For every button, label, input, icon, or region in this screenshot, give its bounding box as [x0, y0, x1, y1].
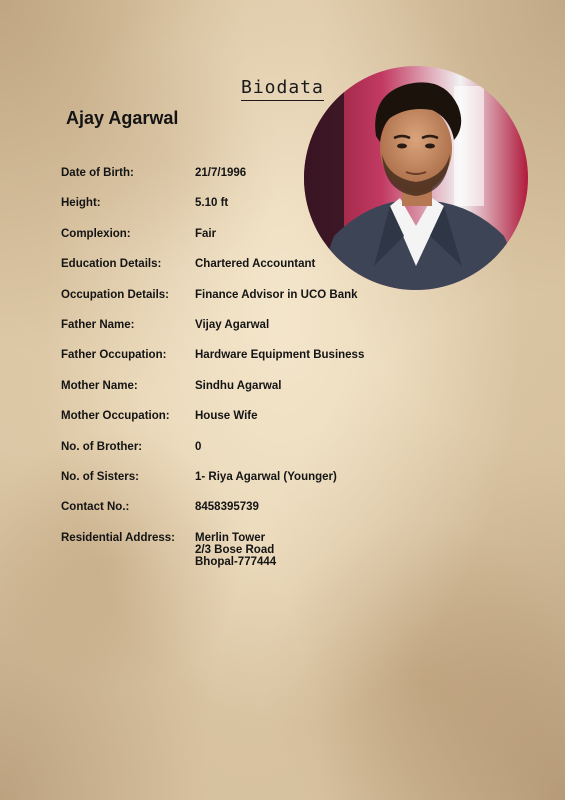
detail-row-education [61, 258, 501, 288]
detail-value: 1- Riya Agarwal (Younger) [195, 470, 337, 483]
detail-row-mother-occupation [61, 410, 501, 440]
address-line: Bhopal-777444 [195, 555, 277, 568]
detail-label: Father Name: [61, 318, 135, 331]
detail-label: Residential Address: [61, 531, 175, 544]
detail-value: House Wife [195, 410, 258, 423]
detail-label: Height: [61, 197, 101, 210]
detail-row-complexion [61, 228, 501, 258]
detail-row-father-name [61, 319, 501, 349]
detail-label: Occupation Details: [61, 288, 169, 301]
detail-value: 8458395739 [195, 501, 259, 514]
detail-row-contact [61, 501, 501, 531]
detail-row-height [61, 197, 501, 227]
detail-value: 5.10 ft [195, 197, 229, 210]
detail-label: Mother Occupation: [61, 410, 170, 423]
detail-label: Mother Name: [61, 379, 138, 392]
address-value [195, 532, 501, 568]
detail-label: Contact No.: [61, 501, 130, 514]
detail-value: Hardware Equipment Business [195, 349, 365, 362]
detail-label: No. of Sisters: [61, 470, 139, 483]
detail-value: Vijay Agarwal [195, 318, 270, 331]
detail-value: Sindhu Agarwal [195, 379, 282, 392]
document-title: Biodata [241, 77, 324, 101]
address-line: Merlin Tower [195, 531, 266, 544]
detail-label: Education Details: [61, 258, 162, 271]
detail-label: Complexion: [61, 227, 131, 240]
detail-value: 0 [195, 440, 202, 453]
person-name: Ajay Agarwal [66, 108, 179, 128]
detail-row-address [61, 531, 501, 568]
detail-value: Fair [195, 227, 217, 240]
detail-row-sisters [61, 471, 501, 501]
detail-row-occupation [61, 289, 501, 319]
detail-label: Date of Birth: [61, 167, 134, 179]
detail-value: 21/7/1996 [195, 167, 247, 179]
detail-row-date-of-birth [61, 167, 501, 197]
detail-row-father-occupation [61, 349, 501, 379]
detail-value: Finance Advisor in UCO Bank [195, 288, 358, 301]
address-line: 2/3 Bose Road [195, 543, 275, 556]
detail-row-mother-name [61, 380, 501, 410]
detail-label: Father Occupation: [61, 349, 167, 362]
detail-label: No. of Brother: [61, 440, 143, 453]
detail-value: Chartered Accountant [195, 258, 316, 271]
detail-row-brothers [61, 441, 501, 471]
details-list [61, 167, 501, 568]
